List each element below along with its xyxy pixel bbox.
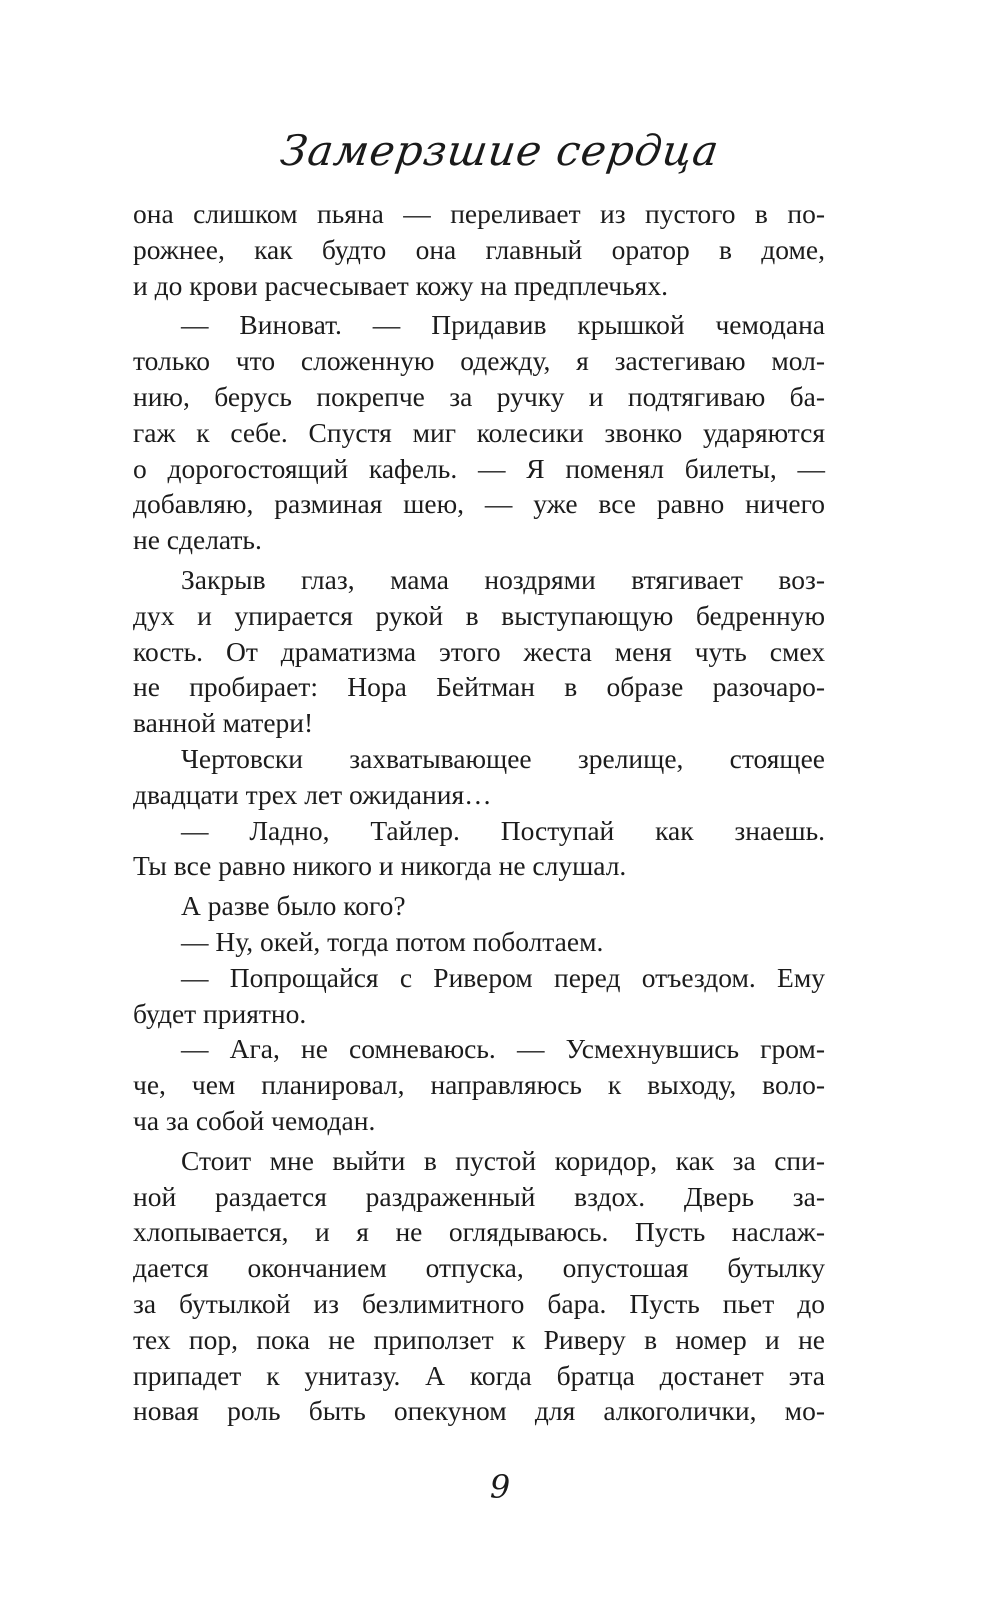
text-line: че, чем планировал, направляюсь к выходу, воло- bbox=[133, 1069, 825, 1101]
text-line: Стоит мне выйти в пустой коридор, как за спи- bbox=[181, 1144, 825, 1176]
text-line: — Попрощайся с Ривером перед отъездом. Ему bbox=[181, 961, 825, 993]
text-line: двадцати трех лет ожидания… bbox=[133, 778, 492, 810]
text-line: — Ну, окей, тогда потом поболтаем. bbox=[181, 925, 604, 957]
paragraph bbox=[133, 1143, 825, 1429]
running-head: Замерзшие сердца bbox=[277, 126, 723, 175]
text-line: о дорогостоящий кафель. — Я поменял билеты, — bbox=[133, 452, 825, 484]
text-line: кость. От драматизма этого жеста меня чуть смех bbox=[133, 635, 825, 667]
text-line: рожнее, как будто она главный оратор в доме, bbox=[133, 233, 825, 265]
text-line: и до крови расчесывает кожу на предплечьях. bbox=[133, 269, 668, 301]
text-line: дается окончанием отпуска, опустошая бутылку bbox=[133, 1252, 825, 1284]
paragraph bbox=[133, 888, 825, 924]
text-line: новая роль быть опекуном для алкоголички, мо- bbox=[133, 1395, 825, 1427]
text-line: А разве было кого? bbox=[181, 890, 406, 922]
text-line: припадет к унитазу. А когда братца достанет эта bbox=[133, 1359, 825, 1391]
text-line: будет приятно. bbox=[133, 997, 307, 1029]
page-number: 9 bbox=[489, 1468, 511, 1506]
text-line: Ты все равно никого и никогда не слушал. bbox=[133, 850, 627, 882]
paragraph bbox=[133, 196, 825, 303]
text-line: — Виноват. — Придавив крышкой чемодана bbox=[181, 309, 825, 341]
text-line: тех пор, пока не приползет к Риверу в номер и не bbox=[133, 1323, 825, 1355]
text-line: Чертовски захватывающее зрелище, стоящее bbox=[181, 742, 825, 774]
body-text bbox=[133, 196, 825, 1429]
text-line: гаж к себе. Спустя миг колесики звонко ударяются bbox=[133, 416, 825, 448]
text-line: хлопывается, и я не оглядываюсь. Пусть наслаж- bbox=[133, 1216, 825, 1248]
text-line: только что сложенную одежду, я застегиваю мол- bbox=[133, 345, 825, 377]
paragraph bbox=[133, 924, 825, 960]
text-line: Закрыв глаз, мама ноздрями втягивает воз- bbox=[181, 563, 825, 595]
text-line: нию, берусь покрепче за ручку и подтягиваю ба- bbox=[133, 380, 825, 412]
paragraph bbox=[133, 562, 825, 741]
paragraph bbox=[133, 1031, 825, 1138]
text-line: добавляю, разминая шею, — уже все равно ничего bbox=[133, 488, 825, 520]
paragraph bbox=[133, 960, 825, 1032]
text-line: за бутылкой из безлимитного бара. Пусть пьет до bbox=[133, 1287, 825, 1319]
text-line: ча за собой чемодан. bbox=[133, 1104, 376, 1136]
text-line: — Ладно, Тайлер. Поступай как знаешь. bbox=[181, 814, 825, 846]
paragraph bbox=[133, 813, 825, 885]
paragraph bbox=[133, 307, 825, 558]
paragraph bbox=[133, 741, 825, 813]
text-line: ванной матери! bbox=[133, 707, 314, 739]
text-line: не сделать. bbox=[133, 524, 262, 556]
text-line: — Ага, не сомневаюсь. — Усмехнувшись гром- bbox=[181, 1033, 825, 1065]
text-line: дух и упирается рукой в выступающую бедренную bbox=[133, 599, 825, 631]
text-line: ной раздается раздраженный вздох. Дверь за- bbox=[133, 1180, 825, 1212]
text-line: она слишком пьяна — переливает из пустого в по- bbox=[133, 198, 825, 229]
text-line: не пробирает: Нора Бейтман в образе разочаро- bbox=[133, 671, 825, 703]
